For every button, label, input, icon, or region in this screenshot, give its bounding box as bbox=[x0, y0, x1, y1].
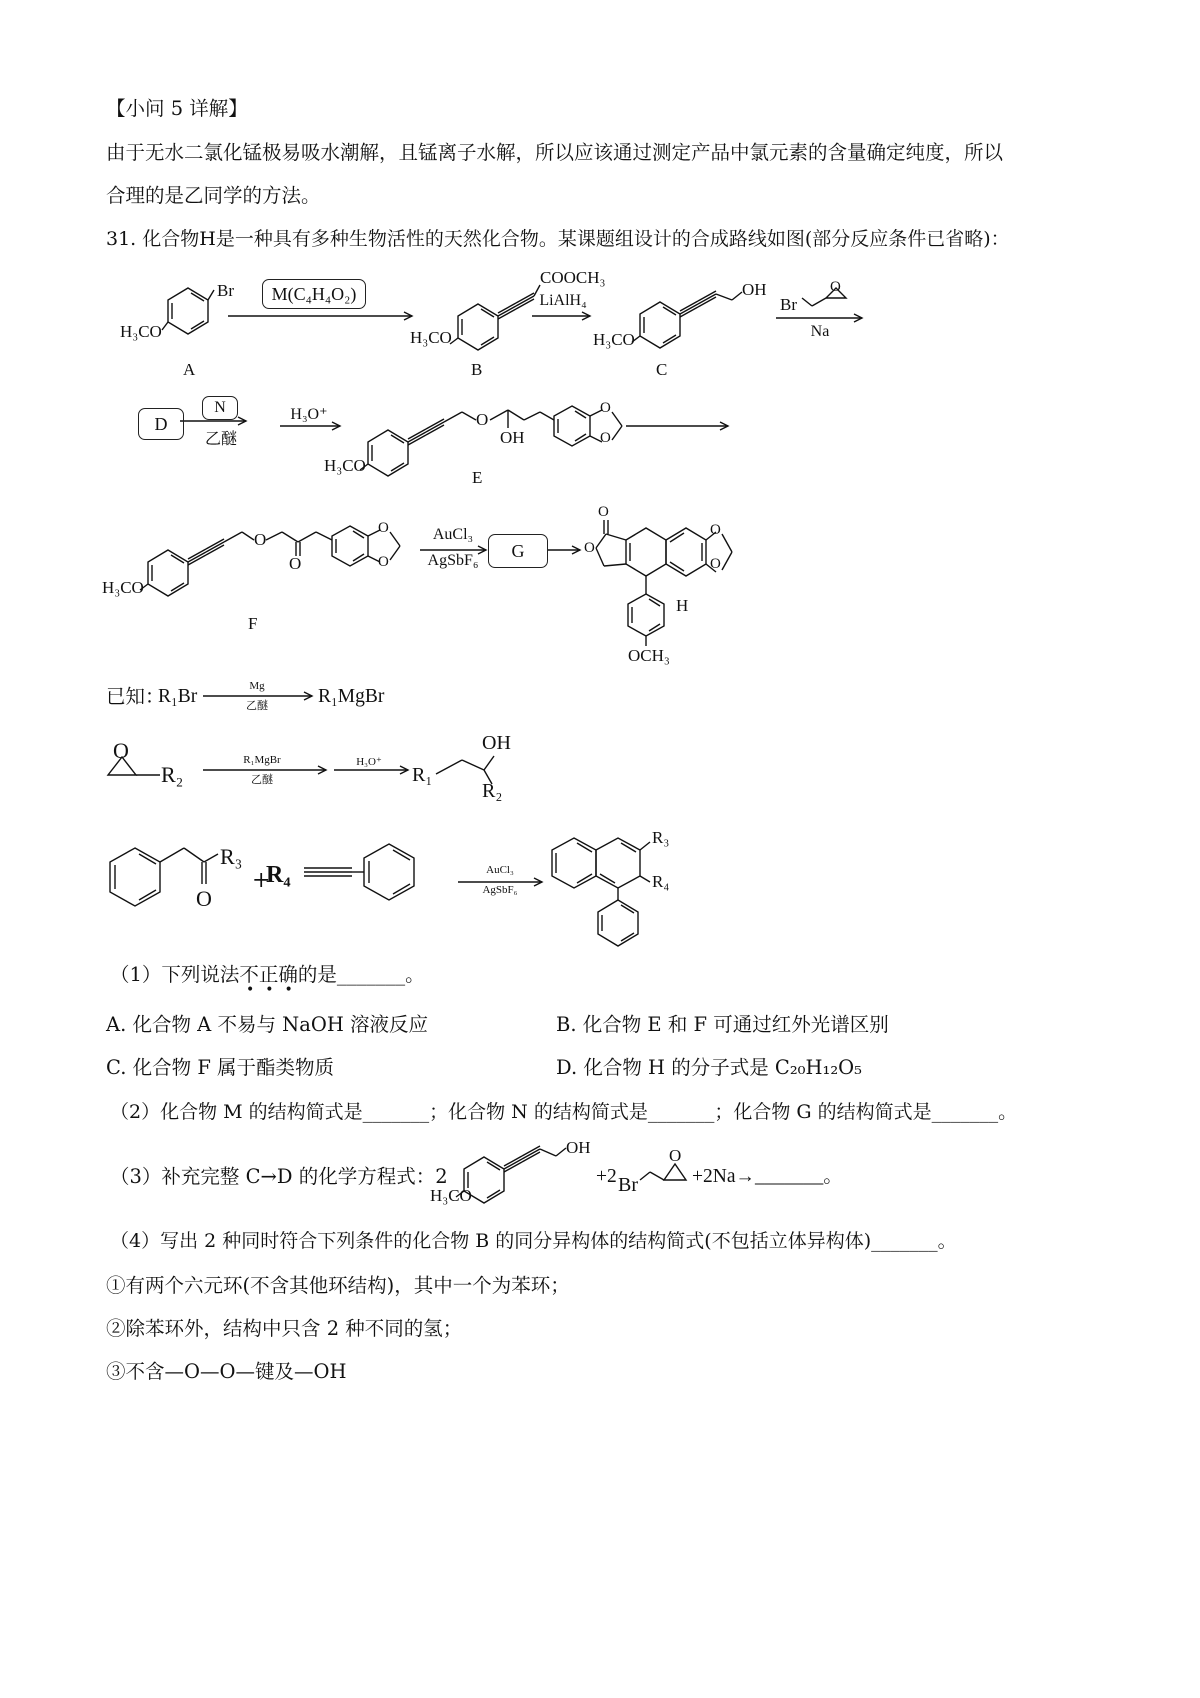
f-o-ketone-label: O bbox=[289, 554, 302, 573]
f-o1-label: O bbox=[378, 520, 389, 536]
q1-option-b: B. 化合物 E 和 F 可通过红外光谱区别 bbox=[556, 1013, 889, 1036]
box-n: N bbox=[202, 396, 238, 420]
known-naphthalene-structure bbox=[552, 838, 650, 946]
known-product-r3-label: R₃ bbox=[652, 828, 670, 847]
known-epoxide-o-label: O bbox=[113, 738, 129, 763]
paragraph-line-1: 由于无水二氯化锰极易吸水潮解，且锰离子水解，所以应该通过测定产品中氯元素的含量确定纯度，所以 bbox=[106, 141, 1004, 164]
q3-plus2: +2 bbox=[596, 1166, 617, 1187]
q1-option-c: C. 化合物 F 属于酯类物质 bbox=[106, 1056, 335, 1079]
q4-stem: （4）写出 2 种同时符合下列条件的化合物 B 的同分异构体的结构简式(不包括立体异构体)_______。 bbox=[110, 1230, 957, 1252]
q3-epibromohydrin-structure bbox=[640, 1164, 686, 1180]
compound-a-structure bbox=[162, 288, 214, 334]
known-ketone-o-label: O bbox=[196, 886, 212, 911]
section-heading: 【小问 5 详解】 bbox=[106, 97, 248, 120]
label-compound-e: E bbox=[472, 468, 483, 487]
cond-h3o: H₃O⁺ bbox=[290, 406, 328, 423]
compound-f-structure bbox=[140, 526, 400, 596]
known-eq1-left: R₁Br bbox=[158, 686, 198, 707]
cond-lialh4: LiAlH₄ bbox=[539, 292, 587, 309]
q3-o-label: O bbox=[669, 1146, 682, 1165]
reagent-br-label: Br bbox=[780, 295, 797, 314]
known-cond-aucl3: AuCl₃ bbox=[486, 864, 514, 876]
label-compound-b: B bbox=[471, 360, 483, 379]
f-h3co-label: H₃CO bbox=[102, 578, 144, 597]
f-o-ether-label: O bbox=[254, 530, 267, 549]
reagent-box-m: M(C₄H₄O₂) bbox=[262, 279, 366, 309]
label-compound-h: H bbox=[676, 596, 689, 615]
q3-h3co-label: H₃CO bbox=[430, 1186, 472, 1205]
q3-compound-c-structure bbox=[456, 1146, 566, 1203]
known-r2-label: R₂ bbox=[161, 762, 184, 787]
q1-option-a: A. 化合物 A 不易与 NaOH 溶液反应 bbox=[106, 1013, 429, 1036]
q1-stem: （1）下列说法不正确的是_______。 bbox=[110, 963, 425, 986]
known-eq1-right: R₁MgBr bbox=[318, 686, 385, 707]
known-cond-agsbf6: AgSbF₆ bbox=[482, 884, 518, 896]
e-o1-label: O bbox=[600, 400, 611, 416]
q4-cond-1: ①有两个六元环(不含其他环结构)，其中一个为苯环； bbox=[106, 1274, 570, 1297]
h-och3-label: OCH₃ bbox=[628, 646, 670, 665]
e-o-label: O bbox=[476, 410, 489, 429]
known-r2-product-label: R₂ bbox=[482, 780, 503, 802]
known-r3-label: R₃ bbox=[220, 844, 243, 869]
known-plus-sign: + bbox=[252, 868, 271, 893]
compound-c-structure bbox=[632, 291, 742, 348]
q3-br-label: Br bbox=[618, 1174, 638, 1196]
known-alkyne-structure bbox=[304, 844, 414, 900]
q2-text: （2）化合物 M 的结构简式是_______；化合物 N 的结构简式是_______；化合物 G 的结构简式是_______。 bbox=[110, 1101, 1018, 1123]
q1-option-d: D. 化合物 H 的分子式是 C₂₀H₁₂O₅ bbox=[556, 1056, 862, 1079]
known-product-r4-label: R₄ bbox=[652, 872, 670, 891]
b-cooch3-label: COOCH₃ bbox=[540, 268, 606, 287]
label-compound-f: F bbox=[248, 614, 258, 633]
known-cond-h3o: H₃O⁺ bbox=[356, 756, 382, 768]
known-oh-label: OH bbox=[482, 732, 511, 754]
cond-aucl3: AuCl₃ bbox=[432, 526, 474, 543]
q4-cond-3: ③不含—O—O—键及—OH bbox=[106, 1360, 347, 1383]
h-o1-label: O bbox=[710, 522, 721, 538]
e-oh-label: OH bbox=[500, 428, 525, 447]
cond-agsbf6: AgSbF₆ bbox=[427, 552, 479, 569]
cond-ether: 乙醚 bbox=[204, 431, 237, 448]
box-d: D bbox=[138, 408, 184, 440]
box-g: G bbox=[488, 534, 548, 568]
h-carbonyl-o-label: O bbox=[598, 504, 609, 520]
question-intro: 31. 化合物H是一种具有多种生物活性的天然化合物。某课题组设计的合成路线如图(部分反应条件已省略)： bbox=[106, 228, 1010, 250]
e-h3co-label: H₃CO bbox=[324, 456, 366, 475]
h-ring-o-label: O bbox=[584, 540, 595, 556]
a-br-label: Br bbox=[217, 281, 234, 300]
e-o2-label: O bbox=[600, 430, 611, 446]
compound-e-structure bbox=[360, 406, 622, 476]
h-o2-label: O bbox=[710, 556, 721, 572]
known-r1-label: R₁ bbox=[412, 764, 433, 786]
known-cond-ether-2: 乙醚 bbox=[251, 774, 273, 786]
f-o2-label: O bbox=[378, 554, 389, 570]
known-cond-ether-1: 乙醚 bbox=[246, 700, 268, 712]
known-label: 已知： bbox=[106, 685, 165, 708]
q3-prefix: （3）补充完整 C→D 的化学方程式：2 bbox=[110, 1165, 448, 1188]
q4-cond-2: ②除苯环外，结构中只含 2 种不同的氢； bbox=[106, 1317, 463, 1340]
label-compound-c: C bbox=[656, 360, 668, 379]
emphasis-dots: ••• bbox=[246, 982, 304, 998]
known-r4-label: R₄ bbox=[266, 862, 291, 888]
paragraph-line-2: 合理的是乙同学的方法。 bbox=[106, 184, 321, 207]
b-h3co-label: H₃CO bbox=[410, 328, 452, 347]
c-oh-label: OH bbox=[742, 280, 767, 299]
compound-b-structure bbox=[450, 285, 540, 350]
q3-oh-label: OH bbox=[566, 1138, 591, 1157]
q3-suffix: +2Na→_______。 bbox=[692, 1166, 843, 1187]
known-cond-mg: Mg bbox=[249, 680, 265, 692]
c-h3co-label: H₃CO bbox=[593, 330, 635, 349]
cond-na: Na bbox=[810, 323, 830, 340]
known-cond-r1mgbr: R₁MgBr bbox=[243, 754, 281, 766]
a-h3co-label: H₃CO bbox=[120, 322, 162, 341]
label-compound-a: A bbox=[183, 360, 196, 379]
reagent-o-label: O bbox=[830, 279, 841, 295]
